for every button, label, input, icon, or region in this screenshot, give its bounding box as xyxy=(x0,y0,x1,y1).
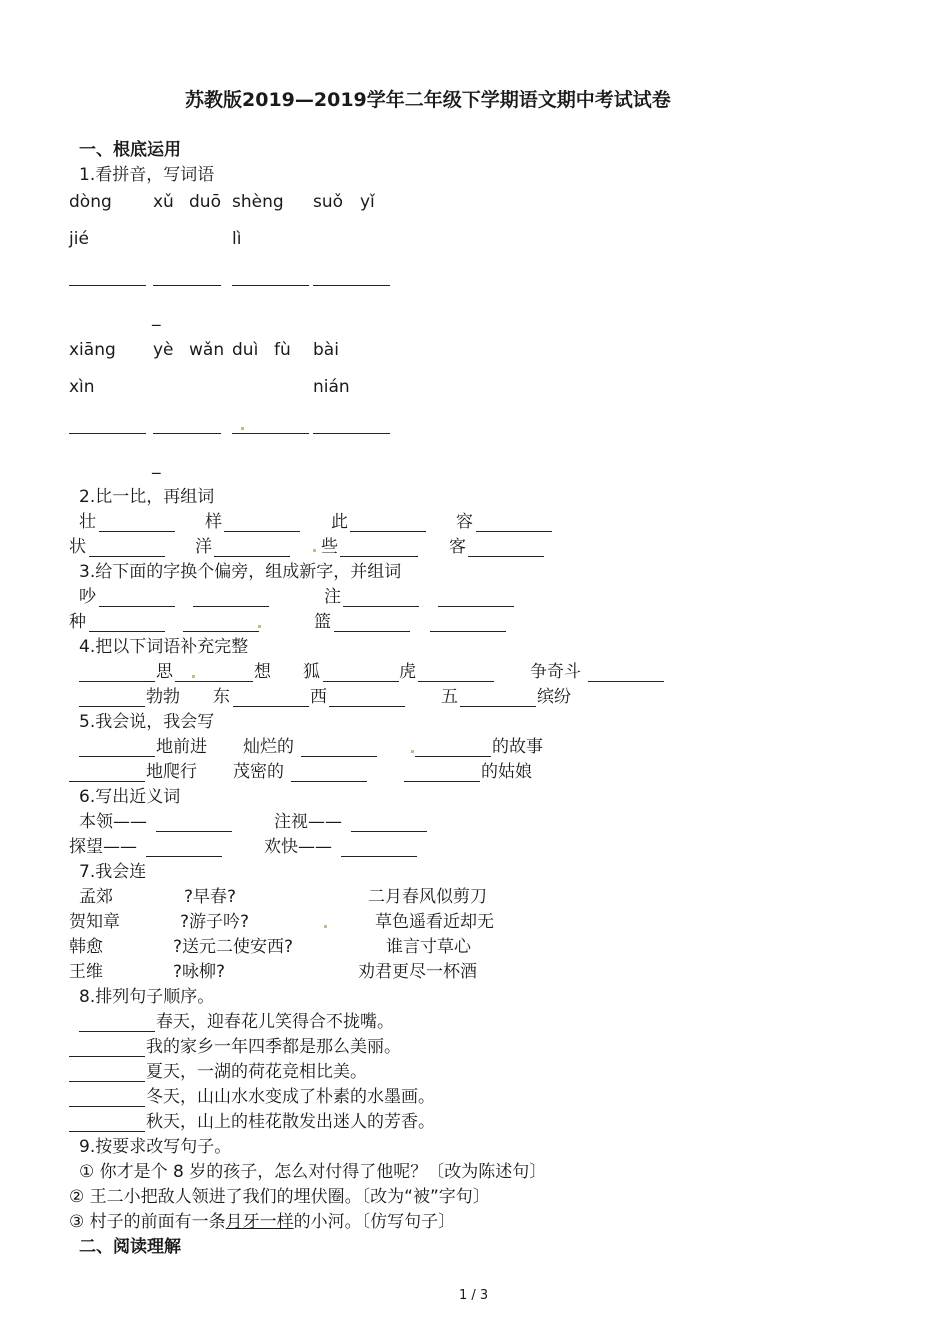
answer-blank[interactable] xyxy=(89,556,165,557)
poem-line[interactable]: 谁言寸草心 xyxy=(386,937,471,957)
answer-blank[interactable] xyxy=(69,433,146,434)
section-heading-reading: 二、阅读理解 xyxy=(79,1237,181,1257)
phrase: 的故事 xyxy=(492,737,543,757)
pinyin: shèng xyxy=(232,192,284,212)
q9-item-3-underlined: 月牙一样 xyxy=(225,1212,294,1232)
answer-blank[interactable] xyxy=(351,831,427,832)
page-title: 苏教版2019—2019学年二年级下学期语文期中考试试卷 xyxy=(185,89,671,111)
poem-title[interactable]: ?送元二使安西? xyxy=(173,937,294,957)
answer-blank[interactable] xyxy=(153,433,221,434)
word: 本领—— xyxy=(79,812,147,832)
author[interactable]: 贺知章 xyxy=(69,912,120,932)
answer-blank[interactable] xyxy=(89,631,165,632)
q9-item-3-start: ③ 村子的前面有一条 xyxy=(69,1212,226,1232)
char: 思 xyxy=(156,662,173,682)
phrase: 地爬行 xyxy=(146,762,197,782)
char: 篮 xyxy=(314,612,331,632)
sentence: 我的家乡一年四季都是那么美丽。 xyxy=(146,1037,401,1057)
speck xyxy=(313,549,316,552)
answer-blank[interactable] xyxy=(69,285,146,286)
poem-title[interactable]: ?咏柳? xyxy=(173,962,226,982)
author[interactable]: 孟郊 xyxy=(79,887,113,907)
answer-blank[interactable] xyxy=(334,631,410,632)
speck xyxy=(411,750,414,753)
char: 种 xyxy=(69,612,86,632)
char: 缤纷 xyxy=(537,687,571,707)
author[interactable]: 王维 xyxy=(69,962,103,982)
answer-blank[interactable] xyxy=(418,681,494,682)
pinyin: yè xyxy=(153,340,174,360)
pinyin: dòng xyxy=(69,192,112,212)
pinyin: jié xyxy=(69,229,89,249)
q6-label: 6.写出近义词 xyxy=(79,787,181,807)
char: 客 xyxy=(449,537,466,557)
answer-blank[interactable] xyxy=(343,606,419,607)
char: 样 xyxy=(205,512,222,532)
dash-mark: _ xyxy=(152,455,161,475)
answer-blank[interactable] xyxy=(329,706,405,707)
char: 虎 xyxy=(399,662,416,682)
answer-blank[interactable] xyxy=(175,681,253,682)
poem-title[interactable]: ?早春? xyxy=(184,887,237,907)
answer-blank[interactable] xyxy=(99,531,175,532)
answer-blank[interactable] xyxy=(476,531,552,532)
answer-blank[interactable] xyxy=(233,706,309,707)
answer-blank[interactable] xyxy=(156,831,232,832)
answer-blank[interactable] xyxy=(99,606,175,607)
answer-blank[interactable] xyxy=(404,781,480,782)
poem-line[interactable]: 劝君更尽一杯酒 xyxy=(358,962,477,982)
pinyin: wǎn xyxy=(189,340,225,360)
word: 注视—— xyxy=(274,812,342,832)
sentence: 冬天，山山水水变成了朴素的水墨画。 xyxy=(146,1087,435,1107)
answer-blank[interactable] xyxy=(460,706,536,707)
answer-blank[interactable] xyxy=(69,1056,145,1057)
pinyin: nián xyxy=(313,377,350,397)
phrase: 的姑娘 xyxy=(481,762,532,782)
answer-blank[interactable] xyxy=(79,756,155,757)
char: 想 xyxy=(254,662,271,682)
answer-blank[interactable] xyxy=(588,681,664,682)
sentence: 夏天，一湖的荷花竞相比美。 xyxy=(146,1062,367,1082)
section-heading-basics: 一、根底运用 xyxy=(79,140,181,160)
pinyin: lì xyxy=(232,229,242,249)
char: 东 xyxy=(213,687,230,707)
answer-blank[interactable] xyxy=(69,1081,145,1082)
answer-blank[interactable] xyxy=(69,1106,145,1107)
answer-blank[interactable] xyxy=(232,285,309,286)
char: 西 xyxy=(310,687,327,707)
answer-blank[interactable] xyxy=(146,856,222,857)
pinyin: xiāng xyxy=(69,340,116,360)
q9-item-1: ① 你才是个 8 岁的孩子，怎么对付得了他呢？〔改为陈述句〕 xyxy=(79,1162,547,1182)
answer-blank[interactable] xyxy=(232,433,309,434)
speck xyxy=(258,625,261,628)
pinyin: duì xyxy=(232,340,259,360)
answer-blank[interactable] xyxy=(79,681,155,682)
answer-blank[interactable] xyxy=(341,856,417,857)
q9-item-2: ② 王二小把敌人领进了我们的埋伏圈。〔改为“被”字句〕 xyxy=(69,1187,490,1207)
char: 容 xyxy=(456,512,473,532)
pinyin: suǒ xyxy=(313,192,344,212)
q3-label: 3.给下面的字换个偏旁，组成新字，并组词 xyxy=(79,562,402,582)
speck xyxy=(192,675,195,678)
sentence: 秋天，山上的桂花散发出迷人的芳香。 xyxy=(146,1112,435,1132)
q5-label: 5.我会说，我会写 xyxy=(79,712,215,732)
answer-blank[interactable] xyxy=(313,433,390,434)
answer-blank[interactable] xyxy=(430,631,506,632)
q9-item-3-end: 的小河。〔仿写句子〕 xyxy=(293,1212,456,1232)
char: 壮 xyxy=(79,512,96,532)
answer-blank[interactable] xyxy=(340,556,418,557)
answer-blank[interactable] xyxy=(69,781,145,782)
answer-blank[interactable] xyxy=(224,531,300,532)
pinyin: duō xyxy=(189,192,221,212)
pinyin: fù xyxy=(274,340,291,360)
char: 五 xyxy=(441,687,458,707)
word: 欢快—— xyxy=(264,837,332,857)
poem-line[interactable]: 二月春风似剪刀 xyxy=(368,887,487,907)
phrase: 灿烂的 xyxy=(243,737,294,757)
answer-blank[interactable] xyxy=(350,531,426,532)
poem-line[interactable]: 草色遥看近却无 xyxy=(375,912,494,932)
answer-blank[interactable] xyxy=(153,285,221,286)
answer-blank[interactable] xyxy=(313,285,390,286)
sentence: 春天，迎春花儿笑得合不拢嘴。 xyxy=(156,1012,394,1032)
answer-blank[interactable] xyxy=(79,1031,155,1032)
char: 勃勃 xyxy=(146,687,180,707)
q9-item-3 xyxy=(69,1211,455,1233)
pinyin: bài xyxy=(313,340,339,360)
char: 些 xyxy=(321,537,338,557)
answer-blank[interactable] xyxy=(301,756,377,757)
speck xyxy=(241,427,244,430)
pinyin: xìn xyxy=(69,377,95,397)
pinyin: yǐ xyxy=(360,192,375,212)
answer-blank[interactable] xyxy=(214,556,290,557)
page-number: 1 / 3 xyxy=(459,1288,489,1303)
char: 状 xyxy=(69,537,86,557)
word: 探望—— xyxy=(69,837,137,857)
answer-blank[interactable] xyxy=(69,1131,145,1132)
char: 吵 xyxy=(79,587,96,607)
q7-label: 7.我会连 xyxy=(79,862,147,882)
phrase: 茂密的 xyxy=(233,762,284,782)
q9-label: 9.按要求改写句子。 xyxy=(79,1137,232,1157)
q2-label: 2.比一比，再组词 xyxy=(79,487,215,507)
author[interactable]: 韩愈 xyxy=(69,937,103,957)
char: 此 xyxy=(331,512,348,532)
answer-blank[interactable] xyxy=(79,706,145,707)
answer-blank[interactable] xyxy=(323,681,399,682)
answer-blank[interactable] xyxy=(193,606,269,607)
pinyin: xǔ xyxy=(153,192,174,212)
answer-blank[interactable] xyxy=(183,631,259,632)
answer-blank[interactable] xyxy=(415,756,491,757)
q1-label: 1.看拼音，写词语 xyxy=(79,165,215,185)
q4-label: 4.把以下词语补充完整 xyxy=(79,637,249,657)
q8-label: 8.排列句子顺序。 xyxy=(79,987,215,1007)
answer-blank[interactable] xyxy=(438,606,514,607)
poem-title[interactable]: ?游子吟? xyxy=(180,912,250,932)
answer-blank[interactable] xyxy=(468,556,544,557)
char: 洋 xyxy=(195,537,212,557)
speck xyxy=(324,925,327,928)
answer-blank[interactable] xyxy=(291,781,367,782)
char: 争奇斗 xyxy=(530,662,581,682)
phrase: 地前进 xyxy=(156,737,207,757)
char: 狐 xyxy=(303,662,320,682)
dash-mark: _ xyxy=(152,307,161,327)
char: 注 xyxy=(324,587,341,607)
